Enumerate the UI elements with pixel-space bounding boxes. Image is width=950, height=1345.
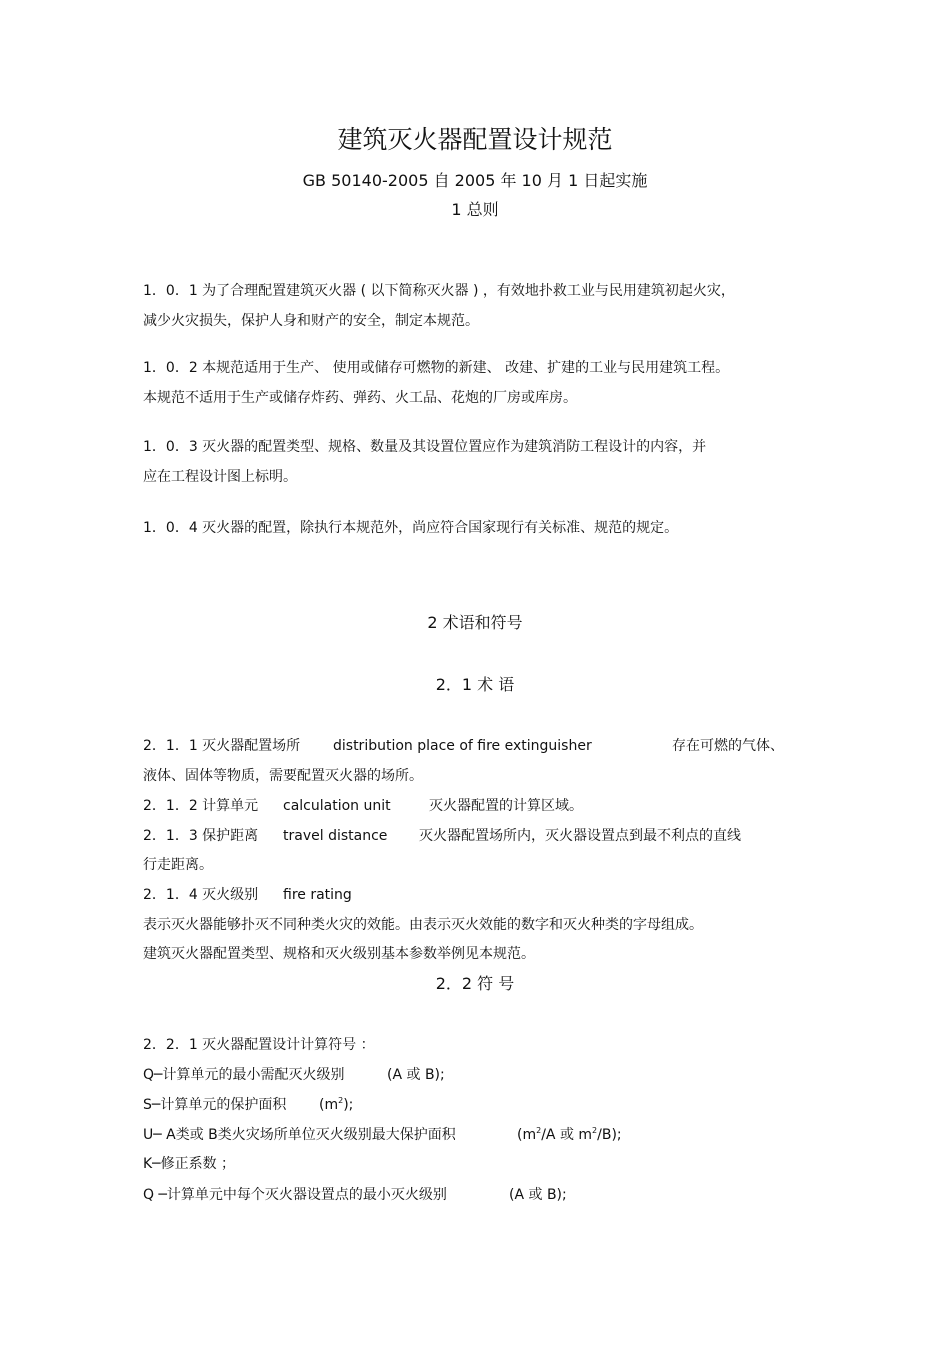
term-number: 2．1．4 灭火级别	[143, 887, 259, 903]
section-heading: 2．1 术 语	[435, 675, 515, 694]
term-2-1-4-cont2: 建筑灭火器配置类型、规格和灭火级别基本参数举例见本规范。	[143, 946, 535, 962]
term-english: fire rating	[283, 887, 352, 903]
symbols-intro: 2．2．1 灭火器配置设计计算符号 ：	[143, 1037, 375, 1053]
clause-1-0-4: 1．0．4 灭火器的配置，除执行本规范外，尚应符合国家现行有关标准、规范的规定。	[143, 520, 679, 536]
standard-line: GB 50140-2005 自 2005 年 10 月 1 日起实施	[302, 171, 648, 190]
term-english: calculation unit	[283, 798, 391, 814]
unit-superscript: 2	[338, 1096, 344, 1105]
unit-text: );	[343, 1097, 354, 1113]
term-english: travel distance	[283, 828, 388, 844]
term-2-1-4	[143, 886, 352, 904]
term-2-1-2	[143, 797, 583, 815]
term-definition: 灭火器配置场所内，灭火器设置点到最不利点的直线	[419, 828, 741, 844]
symbol-s	[143, 1096, 353, 1114]
symbol-qe	[143, 1186, 567, 1204]
unit-text: /A 或 m	[541, 1127, 593, 1143]
unit-superscript: 2	[592, 1126, 598, 1135]
unit-text: (m	[517, 1127, 537, 1143]
document-title: 建筑灭火器配置设计规范	[337, 125, 613, 154]
clause-1-0-2-line2: 本规范不适用于生产或储存炸药、弹药、火工品、花炮的厂房或库房。	[143, 390, 577, 406]
term-2-1-1	[143, 737, 784, 755]
clause-1-0-1-line1: 1．0．1 为了合理配置建筑灭火器 ( 以下简称灭火器 ) ，有效地扑救工业与民用建筑初起火灾，	[143, 283, 735, 299]
symbol-q	[143, 1066, 445, 1084]
unit-text: /B);	[597, 1127, 622, 1143]
unit-text: (m	[319, 1097, 339, 1113]
symbol-unit: (A 或 B);	[387, 1067, 445, 1083]
clause-1-0-2-line1: 1．0．2 本规范适用于生产、 使用或储存可燃物的新建、 改建、扩建的工业与民用建筑工程。	[143, 360, 730, 376]
term-2-1-4-cont: 表示灭火器能够扑灭不同种类火灾的效能。由表示灭火效能的数字和灭火种类的字母组成。	[143, 917, 703, 933]
clause-1-0-3-line1: 1．0．3 灭火器的配置类型、规格、数量及其设置位置应作为建筑消防工程设计的内容，并	[143, 439, 707, 455]
term-definition: 存在可燃的气体、	[672, 738, 784, 754]
symbol-unit	[319, 1097, 353, 1113]
symbol-unit	[517, 1127, 622, 1143]
clause-1-0-3-line2: 应在工程设计图上标明。	[143, 469, 297, 485]
symbol-label: Q─计算单元的最小需配灭火级别	[143, 1067, 345, 1083]
clause-1-0-1-line2: 减少火灾损失，保护人身和财产的安全，制定本规范。	[143, 313, 479, 329]
symbol-k: K─修正系数 ；	[143, 1156, 236, 1172]
term-number: 2．1．2 计算单元	[143, 798, 259, 814]
term-number: 2．1．1 灭火器配置场所	[143, 738, 301, 754]
symbol-label: S─计算单元的保护面积	[143, 1097, 287, 1113]
term-english: distribution place of fire extinguisher	[333, 738, 592, 754]
symbol-u	[143, 1126, 622, 1144]
term-definition: 灭火器配置的计算区域。	[429, 798, 583, 814]
chapter-heading: 2 术语和符号	[427, 613, 523, 632]
section-heading: 2．2 符 号	[435, 974, 515, 993]
term-2-1-1-cont: 液体、固体等物质，需要配置灭火器的场所。	[143, 768, 423, 784]
symbol-unit: (A 或 B);	[509, 1187, 567, 1203]
term-2-1-3-cont: 行走距离。	[143, 857, 213, 873]
symbol-label: U─ A类或 B类火灾场所单位灭火级别最大保护面积	[143, 1127, 456, 1143]
unit-superscript: 2	[536, 1126, 542, 1135]
term-2-1-3	[143, 827, 741, 845]
symbol-label: Q ─计算单元中每个灭火器设置点的最小灭火级别	[143, 1187, 447, 1203]
chapter-heading: 1 总则	[451, 200, 499, 219]
term-number: 2．1．3 保护距离	[143, 828, 259, 844]
